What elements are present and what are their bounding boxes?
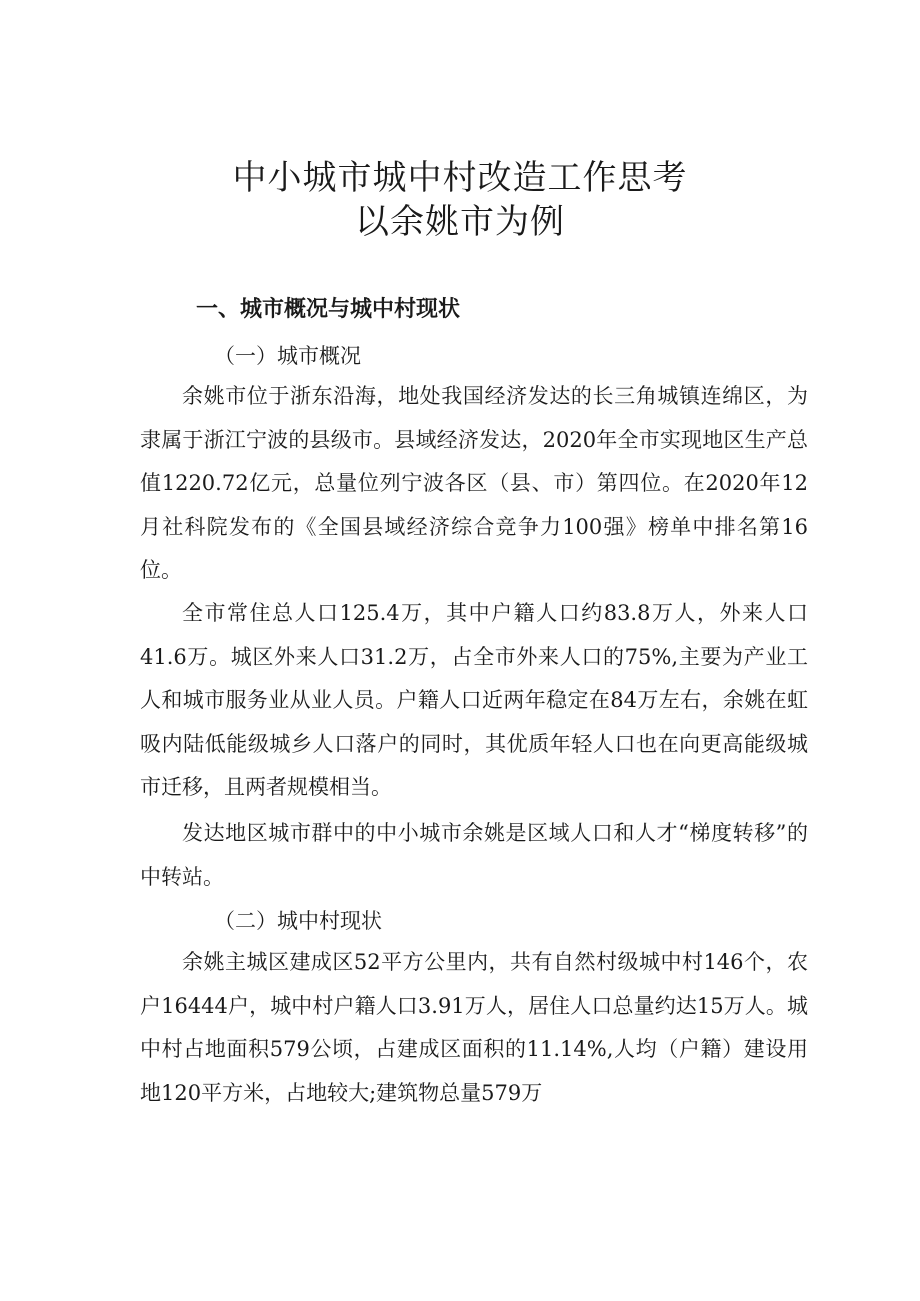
paragraph-city-overview: 余姚市位于浙东沿海，地处我国经济发达的长三角城镇连绵区，为隶属于浙江宁波的县级市。县域经济发达，2020年全市实现地区生产总值1220.72亿元，总量位列宁波各区（县、市）第四位。在2020年12月社科院发布的《全国县域经济综合竞争力100强》榜单中排名第16位。 — [140, 384, 808, 582]
paragraph-population: 全市常住总人口125.4万，其中户籍人口约83.8万人，外来人口41.6万。城区外来人口31.2万，占全市外来人口的75%,主要为产业工人和城市服务业从业人员。户籍人口近两年稳定在84万左右，余姚在虹吸内陆低能级城乡人口落户的同时，其优质年轻人口也在向更高能级城市迁移，且两者规模相当。 — [140, 601, 808, 799]
section1-heading: 一、城市概况与城中村现状 — [196, 297, 461, 322]
paragraph-urban-village-status: 余姚主城区建成区52平方公里内，共有自然村级城中村146个，农户16444户，城中村户籍人口3.91万人，居住人口总量约达15万人。城中村占地面积579公顷，占建成区面积的11.14%,人均（户籍）建设用地120平方米，占地较大;建筑物总量579万 — [140, 950, 808, 1105]
document-title-line1: 中小城市城中村改造工作思考 — [232, 158, 688, 198]
paragraph-transfer-station: 发达地区城市群中的中小城市余姚是区域人口和人才“梯度转移”的中转站。 — [140, 821, 808, 889]
subsection2-heading: （二）城中村现状 — [214, 909, 382, 933]
subsection1-heading: （一）城市概况 — [214, 344, 361, 368]
document-title-line2: 以余姚市为例 — [355, 202, 565, 242]
